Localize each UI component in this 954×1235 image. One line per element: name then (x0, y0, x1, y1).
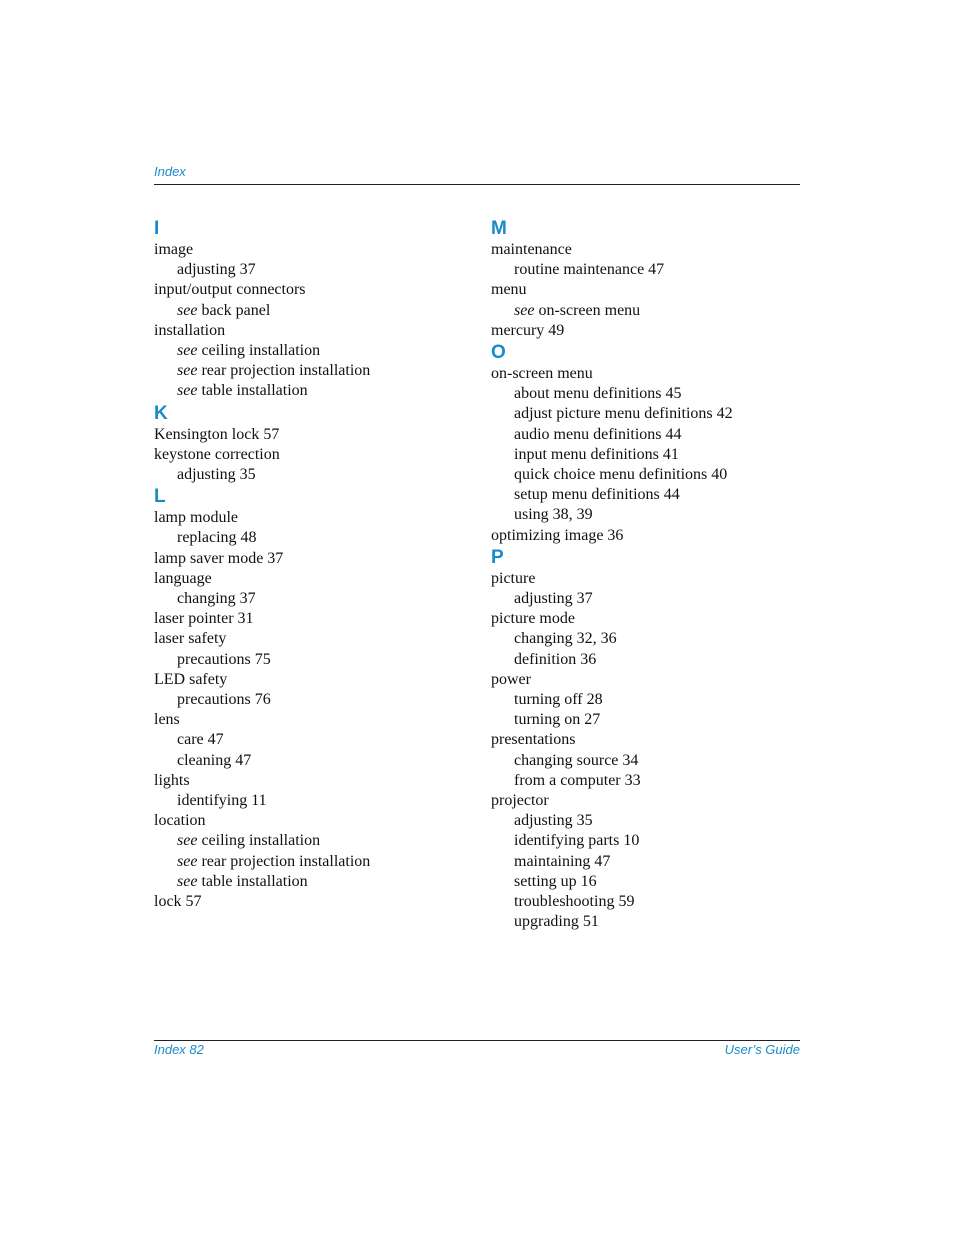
section-letter: O (491, 342, 506, 364)
index-entry: laser pointer 31 (154, 610, 254, 628)
footer-page-number: Index 82 (154, 1042, 204, 1057)
index-subentry: adjusting 37 (514, 590, 593, 608)
index-entry: projector (491, 792, 549, 810)
see-label: see (177, 872, 198, 890)
index-entry: mercury 49 (491, 321, 565, 339)
see-label: see (177, 362, 198, 380)
index-entry: on-screen menu (491, 365, 593, 383)
index-subentry: setup menu definitions 44 (514, 486, 680, 504)
index-subentry: audio menu definitions 44 (514, 425, 682, 443)
index-subentry: adjusting 35 (514, 812, 593, 830)
index-subentry: turning on 27 (514, 711, 601, 729)
section-letter: I (154, 218, 160, 239)
index-see-reference (154, 361, 474, 381)
section-letter: L (154, 486, 166, 508)
index-entry: language (154, 569, 212, 587)
footer-document-title: User’s Guide (724, 1042, 800, 1057)
header-rule (154, 184, 800, 185)
see-label: see (177, 852, 198, 870)
index-subentry: about menu definitions 45 (514, 385, 682, 403)
index-entry: LED safety (154, 670, 228, 688)
index-subentry: replacing 48 (177, 529, 257, 547)
see-target: table installation (201, 382, 308, 400)
see-target: rear projection installation (201, 852, 371, 870)
see-target: ceiling installation (201, 342, 321, 360)
index-subentry: changing source 34 (514, 751, 639, 769)
index-subentry: adjusting 37 (177, 261, 256, 279)
index-subentry: identifying parts 10 (514, 832, 640, 850)
index-subentry: upgrading 51 (514, 913, 599, 931)
index-see-reference (154, 831, 474, 851)
index-see-reference (154, 852, 474, 872)
index-subentry: from a computer 33 (514, 771, 641, 789)
see-target: back panel (201, 301, 271, 319)
index-column-right (491, 217, 811, 933)
index-see-reference (491, 301, 811, 321)
index-subentry: changing 37 (177, 590, 256, 608)
index-entry: lights (154, 771, 190, 789)
index-entry: picture (491, 569, 536, 587)
index-subentry: precautions 75 (177, 650, 271, 668)
index-subentry: turning off 28 (514, 691, 603, 709)
index-entry: keystone correction (154, 445, 280, 463)
index-entry: laser safety (154, 630, 227, 648)
see-target: table installation (201, 872, 308, 890)
index-entry: lock 57 (154, 893, 202, 911)
see-target: ceiling installation (201, 832, 321, 850)
running-header: Index (154, 164, 186, 179)
section-letter: M (491, 218, 507, 239)
index-subentry: care 47 (177, 731, 224, 749)
index-entry: menu (491, 281, 527, 299)
index-subentry: definition 36 (514, 650, 597, 668)
index-entry: lamp module (154, 509, 238, 527)
index-see-reference (154, 301, 474, 321)
index-see-reference (154, 381, 474, 401)
index-subentry: troubleshooting 59 (514, 893, 635, 911)
index-subentry: input menu definitions 41 (514, 445, 679, 463)
index-subentry: precautions 76 (177, 691, 271, 709)
index-entry: Kensington lock 57 (154, 425, 280, 443)
index-column-left (154, 217, 474, 912)
index-entry: optimizing image 36 (491, 526, 624, 544)
see-target: on-screen menu (538, 301, 641, 319)
index-entry: lens (154, 711, 180, 729)
footer-rule (154, 1040, 800, 1041)
index-entry: installation (154, 321, 226, 339)
index-subentry: adjusting 35 (177, 466, 256, 484)
index-entry: lamp saver mode 37 (154, 549, 284, 567)
section-letter: K (154, 402, 168, 424)
index-subentry: identifying 11 (177, 792, 267, 810)
index-subentry: maintaining 47 (514, 852, 611, 870)
index-subentry: using 38, 39 (514, 506, 593, 524)
index-entry: input/output connectors (154, 281, 306, 299)
index-entry: image (154, 241, 194, 258)
see-label: see (177, 301, 198, 319)
index-subentry: quick choice menu definitions 40 (514, 466, 728, 484)
see-label: see (177, 832, 198, 850)
see-label: see (177, 382, 198, 400)
index-entry: presentations (491, 731, 576, 749)
index-see-reference (154, 341, 474, 361)
index-subentry: adjust picture menu definitions 42 (514, 405, 733, 423)
index-entry: location (154, 812, 206, 830)
index-subentry: cleaning 47 (177, 751, 252, 769)
index-entry: maintenance (491, 241, 572, 258)
section-letter: P (491, 546, 504, 568)
index-see-reference (154, 872, 474, 892)
index-subentry: changing 32, 36 (514, 630, 617, 648)
index-entry: picture mode (491, 610, 575, 628)
index-subentry: setting up 16 (514, 872, 597, 890)
see-label: see (177, 342, 198, 360)
index-entry: power (491, 670, 531, 688)
see-label: see (514, 301, 535, 319)
index-subentry: routine maintenance 47 (514, 261, 665, 279)
see-target: rear projection installation (201, 362, 371, 380)
